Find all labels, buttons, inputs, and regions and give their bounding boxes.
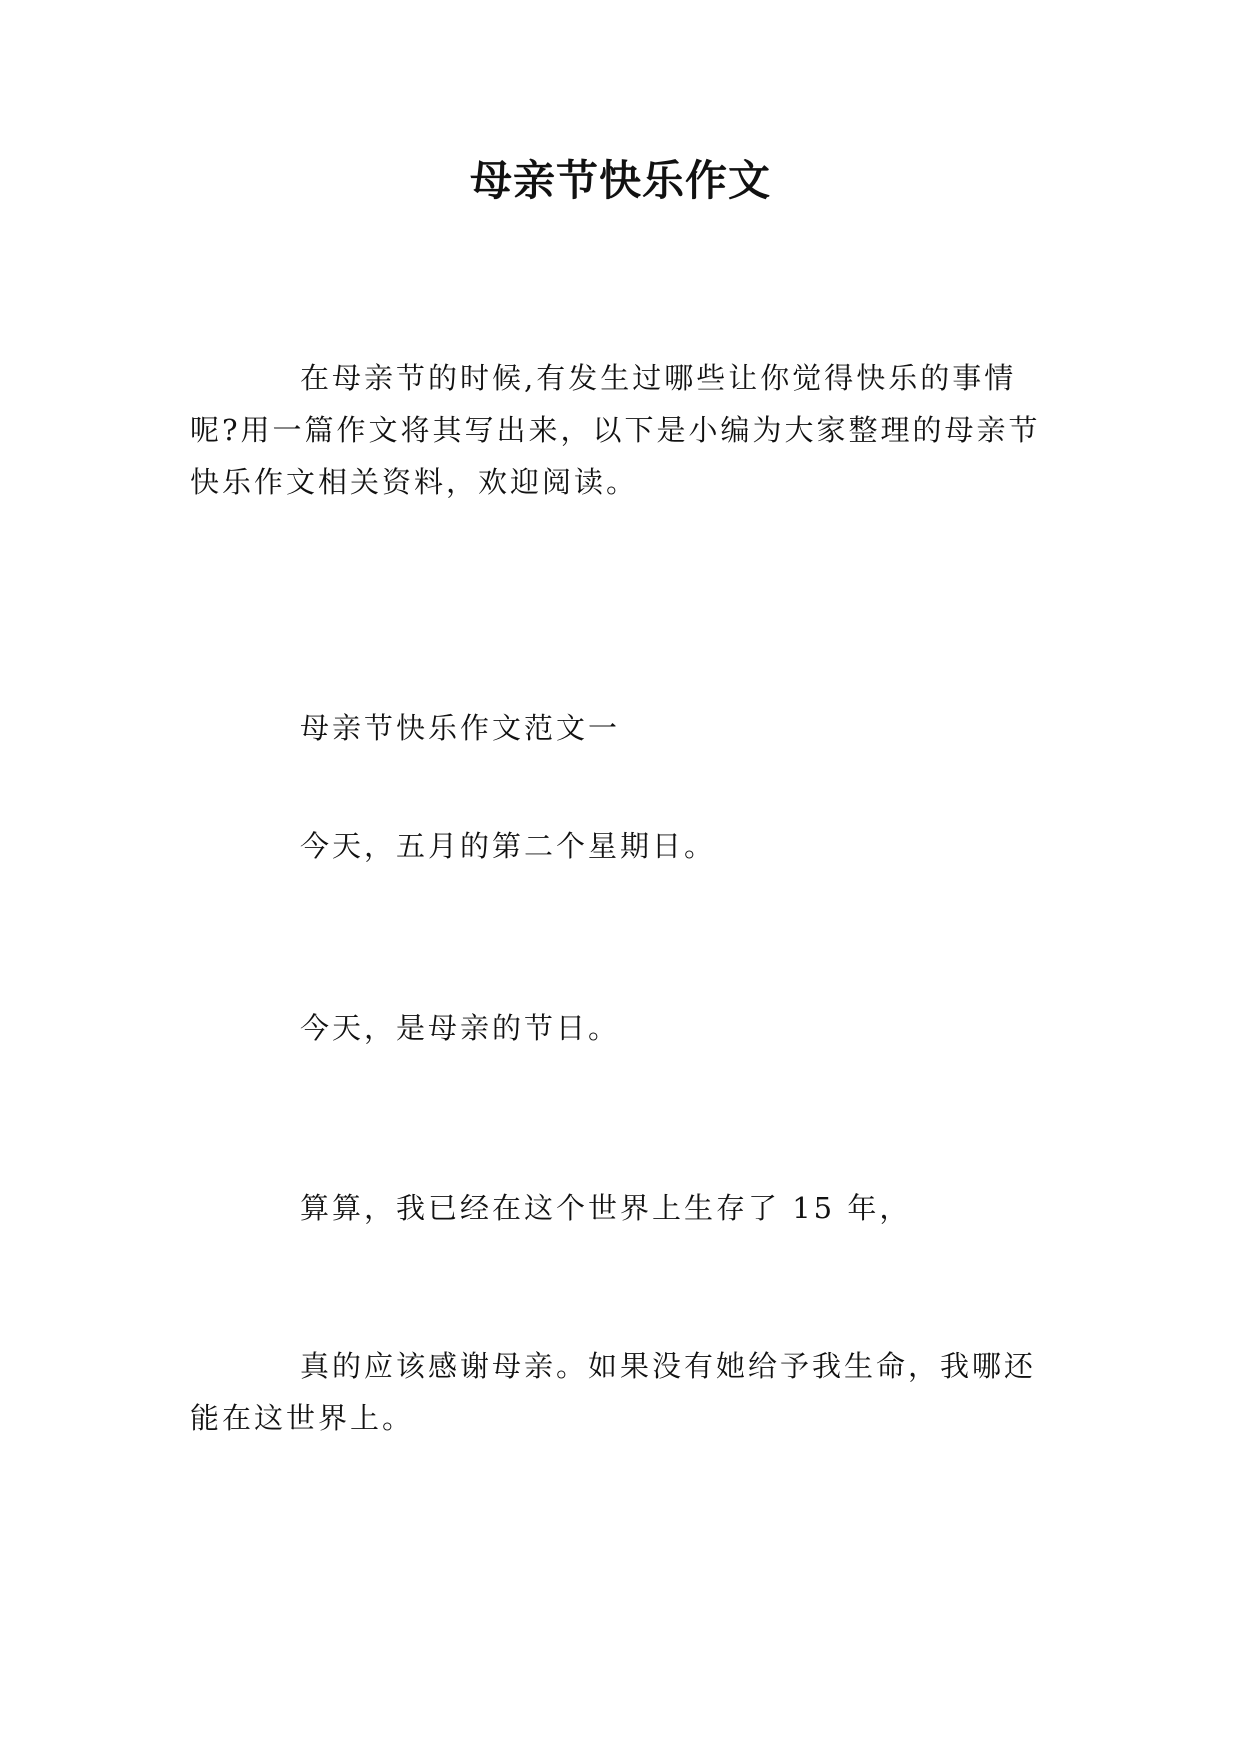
body-paragraph: 算算，我已经在这个世界上生存了 15 年， xyxy=(300,1191,912,1225)
body-paragraph: 今天，五月的第二个星期日。 xyxy=(300,829,717,863)
document-title: 母亲节快乐作文 xyxy=(469,156,771,205)
body-paragraph: 今天，是母亲的节日。 xyxy=(300,1011,621,1045)
body-paragraph: 真的应该感谢母亲。如果没有她给予我生命，我哪还能在这世界上。 xyxy=(190,1349,1037,1435)
sample-essay-heading: 母亲节快乐作文范文一 xyxy=(300,711,621,745)
intro-paragraph: 在母亲节的时候,有发生过哪些让你觉得快乐的事情呢?用一篇作文将其写出来，以下是小编为大家整理的母亲节快乐作文相关资料，欢迎阅读。 xyxy=(190,361,1041,499)
